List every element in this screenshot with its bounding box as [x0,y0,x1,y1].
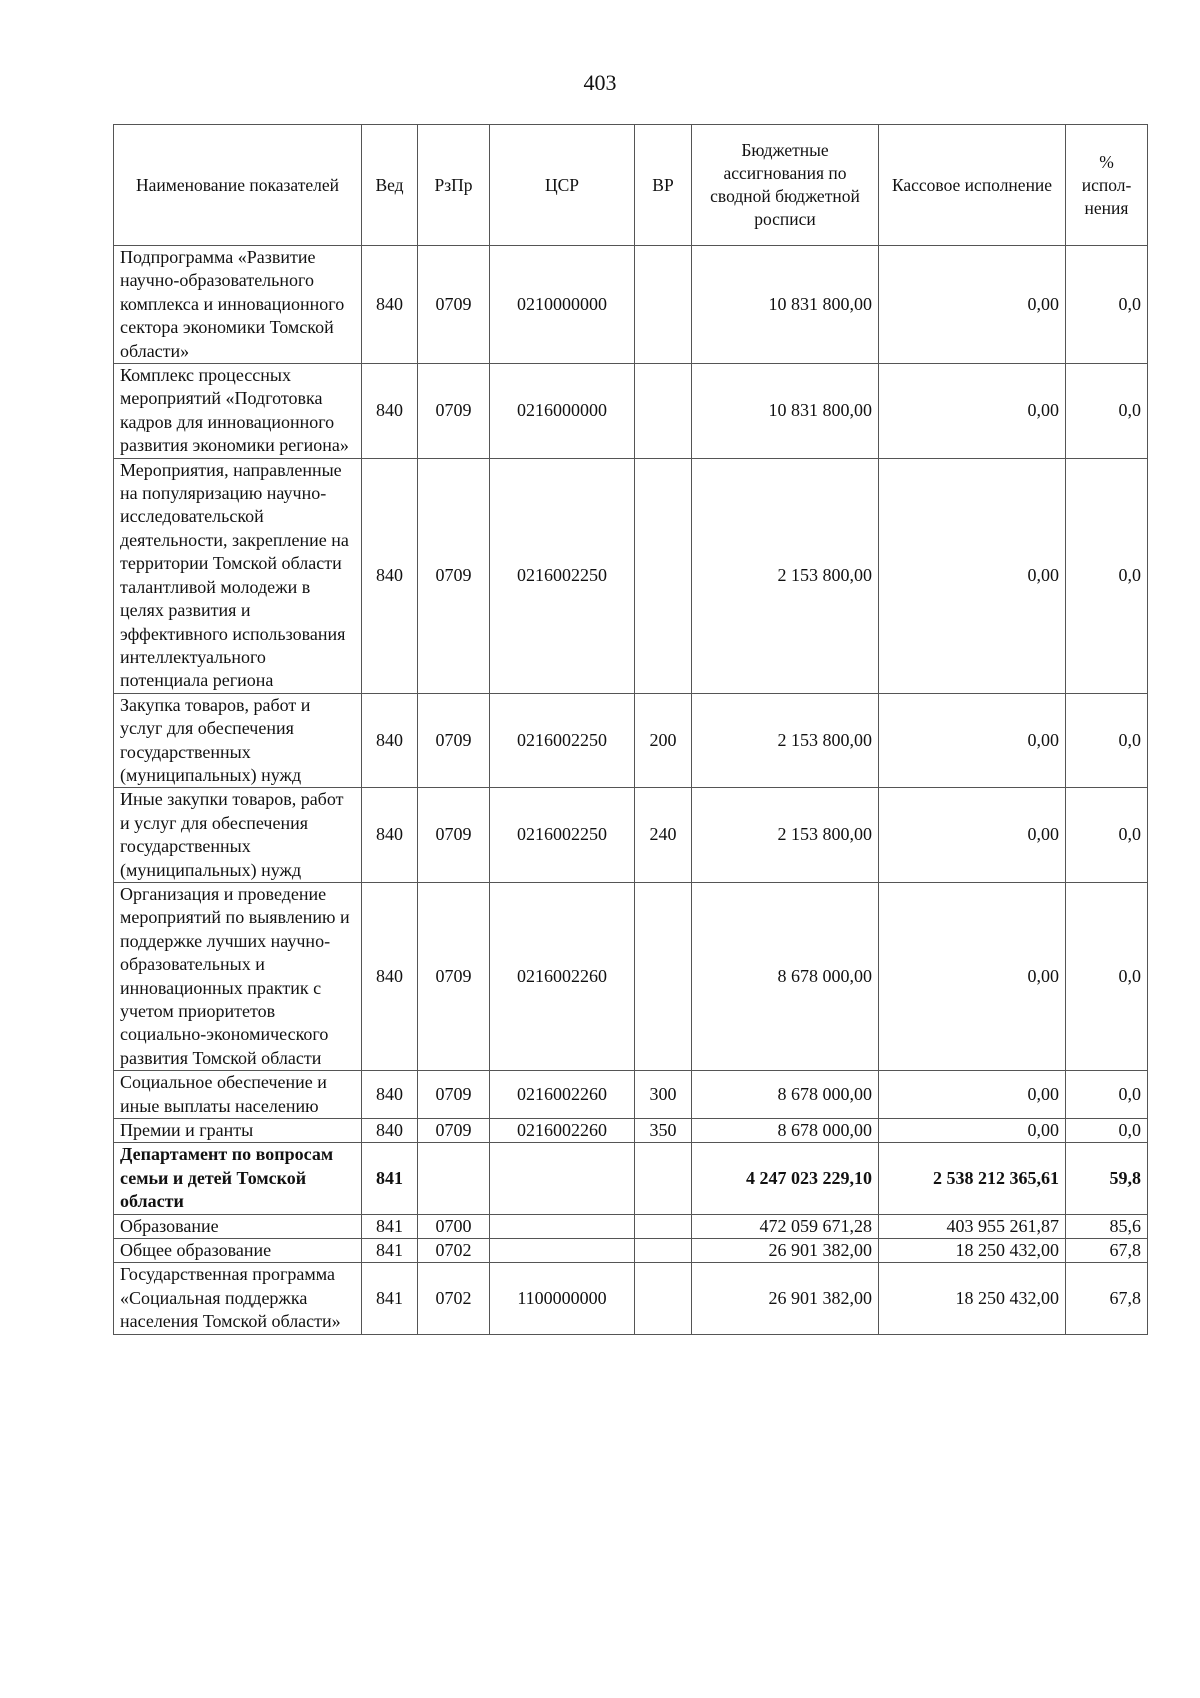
row-percent: 0,0 [1066,246,1148,364]
budget-table [113,124,1148,1335]
row-name: Комплекс процессных мероприятий «Подготовка кадров для инновационного развития экономики региона» [114,364,362,459]
row-csr: 1100000000 [490,1263,635,1334]
row-csr: 0216000000 [490,364,635,459]
page-number: 403 [583,70,617,95]
row-cash-execution: 0,00 [879,693,1066,788]
row-csr: 0210000000 [490,246,635,364]
row-assignment: 10 831 800,00 [692,364,879,459]
row-name: Социальное обеспечение и иные выплаты населению [114,1071,362,1119]
row-percent: 0,0 [1066,1119,1148,1143]
row-csr: 0216002250 [490,458,635,693]
row-csr [490,1143,635,1214]
row-cash-execution: 0,00 [879,1119,1066,1143]
row-ved: 841 [362,1143,418,1214]
row-rzpr: 0702 [418,1239,490,1263]
row-vr: 300 [635,1071,692,1119]
row-ved: 840 [362,1119,418,1143]
row-rzpr: 0709 [418,1119,490,1143]
row-assignment: 472 059 671,28 [692,1214,879,1238]
table-row [114,1143,1148,1214]
row-rzpr: 0702 [418,1263,490,1334]
row-csr [490,1214,635,1238]
row-name: Премии и гранты [114,1119,362,1143]
row-vr: 240 [635,788,692,883]
row-cash-execution: 403 955 261,87 [879,1214,1066,1238]
row-name: Мероприятия, направленные на популяризацию научно-исследовательской деятельности, закрепление на территории Томской области талантливой молодежи в целях развития и эффективного использования интеллектуального потенциала региона [114,458,362,693]
row-ved: 841 [362,1214,418,1238]
row-csr: 0216002250 [490,788,635,883]
row-assignment: 10 831 800,00 [692,246,879,364]
row-rzpr: 0709 [418,882,490,1070]
row-assignment: 26 901 382,00 [692,1263,879,1334]
header-name: Наименование показателей [114,125,362,246]
row-cash-execution: 18 250 432,00 [879,1239,1066,1263]
row-vr [635,882,692,1070]
table-row [114,1071,1148,1119]
row-cash-execution: 0,00 [879,1071,1066,1119]
row-ved: 840 [362,364,418,459]
row-assignment: 4 247 023 229,10 [692,1143,879,1214]
row-cash-execution: 0,00 [879,458,1066,693]
header-percent: % испол-нения [1066,125,1148,246]
row-assignment: 8 678 000,00 [692,1071,879,1119]
row-assignment: 8 678 000,00 [692,1119,879,1143]
row-csr: 0216002260 [490,1119,635,1143]
row-name: Государственная программа «Социальная поддержка населения Томской области» [114,1263,362,1334]
row-csr [490,1239,635,1263]
table-row [114,1119,1148,1143]
row-name: Подпрограмма «Развитие научно-образовательного комплекса и инновационного сектора экономики Томской области» [114,246,362,364]
row-name: Общее образование [114,1239,362,1263]
table-body [114,246,1148,1335]
row-assignment: 8 678 000,00 [692,882,879,1070]
row-vr: 350 [635,1119,692,1143]
row-ved: 841 [362,1263,418,1334]
row-ved: 840 [362,246,418,364]
row-rzpr [418,1143,490,1214]
row-csr: 0216002260 [490,882,635,1070]
row-name: Образование [114,1214,362,1238]
row-rzpr: 0709 [418,246,490,364]
header-csr: ЦСР [490,125,635,246]
row-percent: 0,0 [1066,458,1148,693]
row-ved: 840 [362,693,418,788]
row-ved: 841 [362,1239,418,1263]
row-vr [635,1143,692,1214]
row-csr: 0216002250 [490,693,635,788]
row-percent: 67,8 [1066,1239,1148,1263]
row-ved: 840 [362,788,418,883]
row-name: Департамент по вопросам семьи и детей Томской области [114,1143,362,1214]
row-vr [635,1214,692,1238]
row-rzpr: 0700 [418,1214,490,1238]
table-row [114,364,1148,459]
table-row [114,458,1148,693]
row-percent: 85,6 [1066,1214,1148,1238]
row-assignment: 2 153 800,00 [692,788,879,883]
row-cash-execution: 2 538 212 365,61 [879,1143,1066,1214]
table-header-row [114,125,1148,246]
row-assignment: 2 153 800,00 [692,458,879,693]
row-vr [635,1239,692,1263]
row-ved: 840 [362,882,418,1070]
row-percent: 67,8 [1066,1263,1148,1334]
header-cash-execution: Кассовое исполнение [879,125,1066,246]
row-name: Организация и проведение мероприятий по выявлению и поддержке лучших научно-образовательных и инновационных практик с учетом приоритетов социально-экономического развития Томской области [114,882,362,1070]
row-percent: 0,0 [1066,882,1148,1070]
row-assignment: 26 901 382,00 [692,1239,879,1263]
table-row [114,693,1148,788]
header-ved: Вед [362,125,418,246]
header-vr: ВР [635,125,692,246]
table-row [114,882,1148,1070]
row-csr: 0216002260 [490,1071,635,1119]
row-vr [635,246,692,364]
table-row [114,246,1148,364]
row-vr [635,1263,692,1334]
row-percent: 0,0 [1066,788,1148,883]
row-rzpr: 0709 [418,458,490,693]
row-cash-execution: 0,00 [879,788,1066,883]
row-percent: 0,0 [1066,693,1148,788]
row-rzpr: 0709 [418,788,490,883]
row-cash-execution: 0,00 [879,882,1066,1070]
row-ved: 840 [362,1071,418,1119]
row-name: Закупка товаров, работ и услуг для обеспечения государственных (муниципальных) нужд [114,693,362,788]
row-vr [635,458,692,693]
table-row [114,1263,1148,1334]
row-percent: 0,0 [1066,1071,1148,1119]
row-vr [635,364,692,459]
header-rzpr: РзПр [418,125,490,246]
row-rzpr: 0709 [418,364,490,459]
row-rzpr: 0709 [418,693,490,788]
row-rzpr: 0709 [418,1071,490,1119]
row-percent: 0,0 [1066,364,1148,459]
table-row [114,788,1148,883]
header-assignments: Бюджетные ассигнования по сводной бюджетной росписи [692,125,879,246]
table-row [114,1239,1148,1263]
table-row [114,1214,1148,1238]
row-percent: 59,8 [1066,1143,1148,1214]
row-ved: 840 [362,458,418,693]
row-cash-execution: 0,00 [879,364,1066,459]
row-vr: 200 [635,693,692,788]
row-cash-execution: 0,00 [879,246,1066,364]
row-cash-execution: 18 250 432,00 [879,1263,1066,1334]
row-assignment: 2 153 800,00 [692,693,879,788]
row-name: Иные закупки товаров, работ и услуг для обеспечения государственных (муниципальных) нужд [114,788,362,883]
